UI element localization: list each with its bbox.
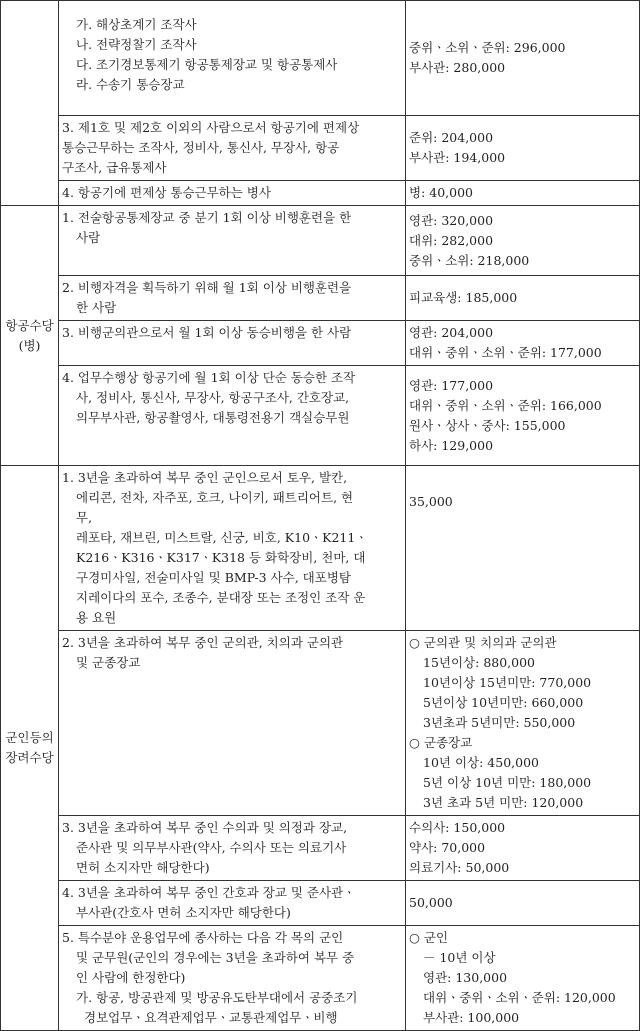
amount-line: 대위: 282,000	[409, 232, 494, 248]
description-line: 다. 조기경보통제기 항공통제장교 및 항공통제사	[76, 57, 338, 72]
description-line: 4. 항공기에 편제상 통승근무하는 병사	[62, 185, 271, 200]
amount-line: 부사관: 280,000	[409, 60, 506, 75]
description-line: 구경미사일, 전술미사일 및 BMP-3 사수, 대포병탐	[76, 570, 351, 585]
table-row	[1, 631, 640, 816]
description-line: 에리콘, 전차, 자주포, 호크, 나이키, 패트리어트, 현	[76, 490, 354, 505]
table-row	[1, 816, 640, 881]
description-line: 용 요원	[76, 610, 117, 625]
amount-cell	[406, 926, 640, 1031]
amount-line: 5년이상 10년미만: 660,000	[423, 695, 584, 710]
description-line: 한 사람	[76, 300, 117, 315]
amount-line: 영관: 130,000	[423, 970, 508, 985]
category-cell	[1, 466, 59, 1031]
table-row	[1, 181, 640, 206]
description-line: 1. 전술항공통제장교 중 분기 1회 이상 비행훈련을 한	[62, 210, 352, 225]
amount-cell	[406, 181, 640, 206]
description-line: 3. 3년을 초과하여 복무 중인 수의과 및 의정과 장교,	[62, 820, 348, 835]
description-line: K216ㆍK316ㆍK317ㆍK318 등 화학장비, 천마, 대	[76, 550, 366, 565]
description-line: 가. 해상초계기 조작사	[76, 17, 197, 32]
amount-line: 대위ㆍ중위ㆍ소위ㆍ준위: 166,000	[409, 397, 602, 413]
description-line: 4. 3년을 초과하여 복무 중인 간호과 장교 및 준사관ㆍ	[62, 885, 356, 900]
description-line: 의무부사관, 항공촬영사, 대통령전용기 객실승무원	[76, 410, 350, 425]
amount-line: 중위ㆍ소위ㆍ준위: 296,000	[409, 40, 566, 55]
category-cell	[1, 1, 59, 206]
description-cell	[59, 116, 406, 181]
category-label: 군인등의	[5, 730, 54, 745]
table-row	[1, 881, 640, 926]
description-line: 나. 전략정찰기 조작사	[76, 37, 197, 52]
description-cell	[59, 926, 406, 1031]
description-line: 2. 3년을 초과하여 복무 중인 군의관, 치의과 군의관	[62, 635, 344, 650]
table-row	[1, 366, 640, 466]
description-line: 5. 특수분야 운용업무에 종사하는 다음 각 목의 군인	[62, 930, 344, 945]
amount-line: 35,000	[409, 494, 453, 509]
description-line: 2. 비행자격을 획득하기 위해 월 1회 이상 비행훈련을	[62, 280, 352, 295]
description-line: 무,	[76, 510, 93, 525]
description-line: 4. 업무수행상 항공기에 월 1회 이상 단순 동승한 조작	[62, 370, 356, 385]
table-row	[1, 116, 640, 181]
amount-line: 부사관: 194,000	[409, 150, 506, 165]
description-line: 경보업무ㆍ요격관제업무ㆍ교통관제업무ㆍ비행	[84, 1010, 338, 1025]
table-row	[1, 1, 640, 116]
description-line: 면허 소지자만 해당한다)	[76, 860, 210, 875]
category-label: (병)	[18, 337, 41, 353]
description-line: 라. 수송기 통승장교	[76, 77, 185, 92]
amount-line: ○ 군인	[409, 930, 449, 945]
description-line: 부사관(간호사 면허 소지자만 해당한다)	[76, 905, 291, 920]
category-label: 장려수당	[5, 750, 54, 765]
amount-cell	[406, 116, 640, 181]
description-cell	[59, 181, 406, 206]
amount-line: ○ 군의관 및 치의과 군의관	[409, 635, 557, 650]
amount-cell	[406, 366, 640, 466]
description-line: 구조사, 급유통제사	[62, 160, 167, 175]
amount-line: 피교육생: 185,000	[409, 290, 518, 305]
table-row	[1, 321, 640, 366]
description-cell	[59, 816, 406, 881]
description-line: 가. 항공, 방공관제 및 방공유도탄부대에서 공중조기	[76, 990, 358, 1005]
category-label: 항공수당	[5, 317, 54, 333]
amount-cell	[406, 881, 640, 926]
description-line: 및 군종장교	[76, 655, 141, 670]
amount-line: 대위ㆍ중위ㆍ소위ㆍ준위: 120,000	[423, 990, 616, 1005]
description-cell	[59, 631, 406, 816]
amount-cell	[406, 631, 640, 816]
description-line: 인 사람에 한정한다)	[76, 970, 186, 985]
description-line: 지레이다의 포수, 조종수, 분대장 또는 조정인 조작 운	[76, 590, 366, 605]
table-row	[1, 206, 640, 276]
amount-line: ○ 군종장교	[409, 735, 473, 750]
table-row	[1, 926, 640, 1031]
amount-line: 병: 40,000	[409, 185, 473, 200]
description-line: 3. 비행군의관으로서 월 1회 이상 동승비행을 한 사람	[62, 325, 352, 340]
description-cell	[59, 881, 406, 926]
amount-line: － 10년 이상	[423, 950, 496, 965]
description-line: 및 군무원(군인의 경우에는 3년을 초과하여 복무 중	[76, 950, 355, 965]
description-cell	[59, 366, 406, 466]
amount-line: 수의사: 150,000	[409, 820, 506, 835]
description-line: 사람	[76, 230, 101, 245]
description-cell	[59, 466, 406, 631]
table-row	[1, 466, 640, 631]
amount-cell	[406, 1, 640, 116]
amount-cell	[406, 276, 640, 321]
amount-line: 영관: 177,000	[409, 377, 494, 393]
table-row	[1, 276, 640, 321]
amount-line: 50,000	[409, 895, 453, 910]
description-cell	[59, 206, 406, 276]
description-line: 통승근무하는 조작사, 정비사, 통신사, 무장사, 항공	[62, 140, 340, 155]
amount-cell	[406, 321, 640, 366]
amount-line: 영관: 320,000	[409, 212, 494, 228]
amount-line: 10년이상 15년미만: 770,000	[423, 675, 592, 690]
amount-cell	[406, 466, 640, 631]
amount-line: 약사: 70,000	[409, 840, 486, 855]
description-line: 1. 3년을 초과하여 복무 중인 군인으로서 토우, 발칸,	[62, 470, 348, 485]
description-line: 사, 정비사, 통신사, 무장사, 항공구조사, 간호장교,	[76, 390, 350, 405]
amount-cell	[406, 816, 640, 881]
amount-line: 의료기사: 50,000	[409, 860, 510, 875]
amount-line: 15년이상: 880,000	[423, 655, 536, 670]
description-cell	[59, 1, 406, 116]
amount-line: 하사: 129,000	[409, 437, 494, 453]
description-cell	[59, 276, 406, 321]
description-cell	[59, 321, 406, 366]
amount-line: 대위ㆍ중위ㆍ소위ㆍ준위: 177,000	[409, 345, 602, 360]
amount-line: 부사관: 100,000	[423, 1010, 520, 1025]
description-line: 준사관 및 의무부사관(약사, 수의사 또는 의료기사	[76, 840, 347, 855]
category-cell	[1, 206, 59, 466]
amount-line: 5년 이상 10년 미만: 180,000	[423, 775, 592, 790]
amount-line: 3년 초과 5년 미만: 120,000	[423, 795, 584, 810]
description-line: 3. 제1호 및 제2호 이외의 사람으로서 항공기에 편제상	[62, 120, 360, 135]
amount-line: 중위ㆍ소위: 218,000	[409, 252, 530, 268]
amount-line: 원사ㆍ상사ㆍ중사: 155,000	[409, 417, 566, 433]
amount-cell	[406, 206, 640, 276]
description-line: 레포타, 재브린, 미스트랄, 신궁, 비호, K10ㆍK211ㆍ	[76, 530, 368, 545]
amount-line: 준위: 204,000	[409, 130, 494, 145]
amount-line: 3년초과 5년미만: 550,000	[423, 715, 576, 730]
amount-line: 10년 이상: 450,000	[423, 755, 539, 770]
amount-line: 영관: 204,000	[409, 325, 494, 340]
